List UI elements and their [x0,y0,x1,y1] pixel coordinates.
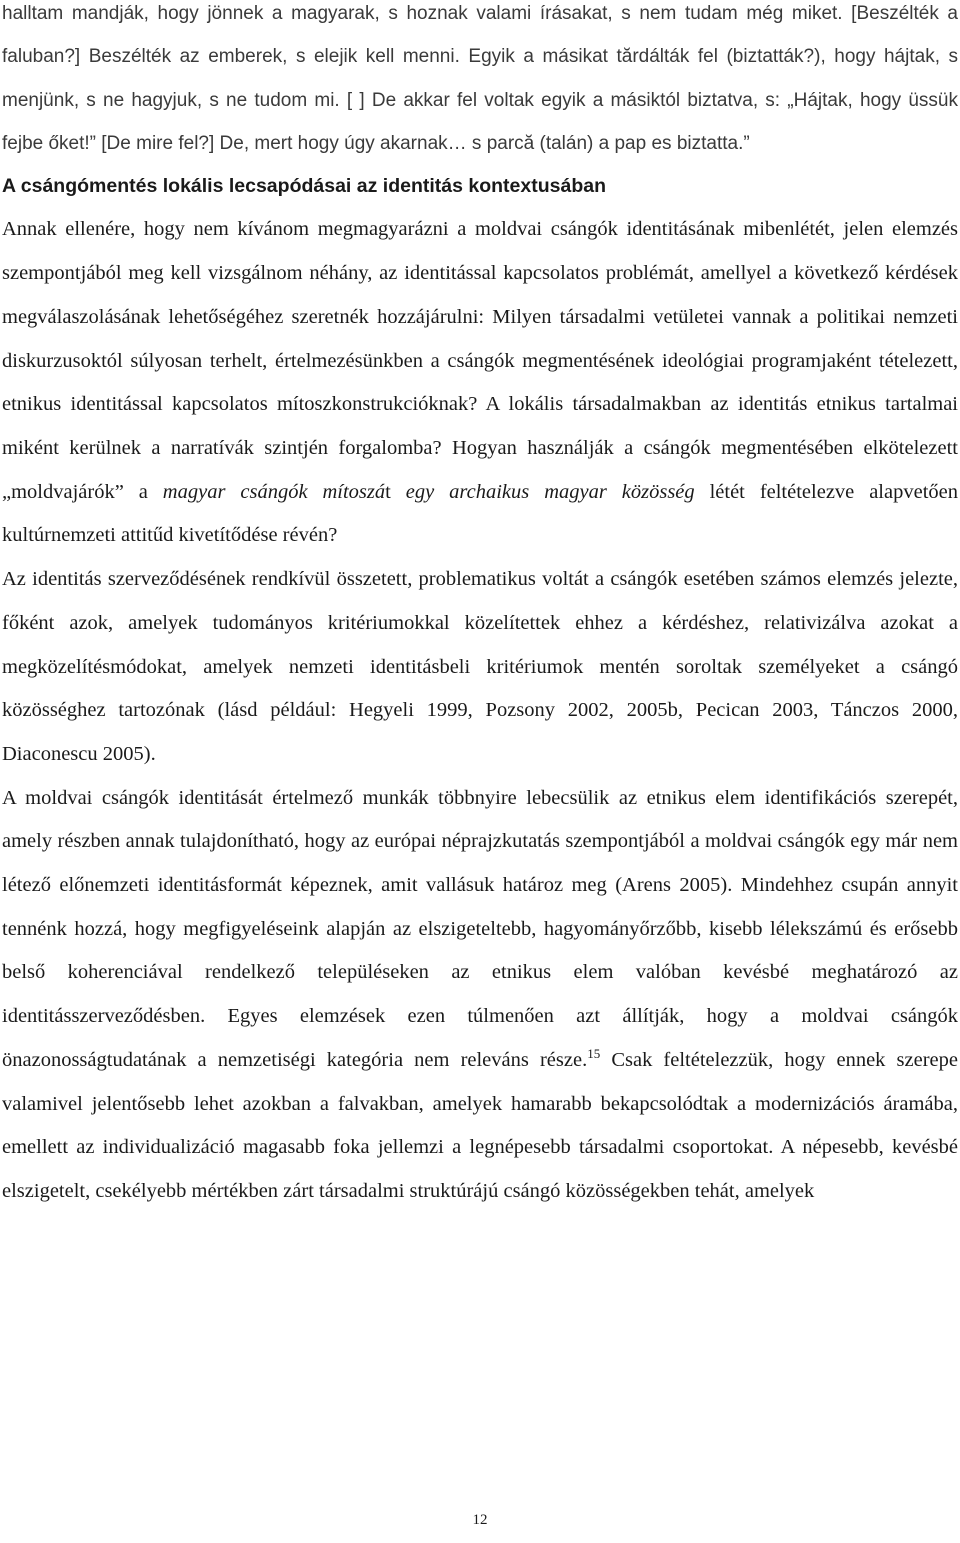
paragraph-text: t [385,480,406,503]
page-number: 12 [472,1512,488,1528]
paragraph-text: létét feltételezve alapvetően kultúrnemzeti attitűd kivetítődése révén? [2,480,958,547]
paragraph-text: Annak ellenére, hogy nem kívánom megmagyarázni a moldvai csángók identitásának mibenlétét, jelen elemzés szempontjából meg kell vizsgálnom néhány, az identitással kapcsolatos problémát, amellyel a következő kérdések megválaszolásának lehetőségéhez szeretnék hozzájárulni: Milyen társadalmi vetületei vannak a politikai nemzeti diskurzusoktól súlyosan terhelt, értelmezésünkben a csángók megmentésének ideológiai programjaként tételezett, etnikus identitással kapcsolatos mítoszkonstrukcióknak? A lokális társadalmakban az identitás etnikus tartalmai miként kerülnek a narratívák szintjén forgalomba? Hogyan használják a csángók megmentésében elkötelezett „moldvajárók” a [2,218,958,503]
paragraph-text: Csak feltételezzük, hogy ennek szerepe valamivel jelentősebb lehet azokban a falvakban, amelyek hamarabb bekapcsolódtak a modernizációs áramába, emellett az individualizáció magasabb foka jellemzi a legnépesebb társadalmi csoportokat. A népesebb, kevésbé elszigetelt, csekélyebb mértékben zárt társadalmi struktúrájú csángó közösségekben tehát, amelyek [2,1048,958,1202]
interview-quote: halltam mandják, hogy jönnek a magyarak, s hoznak valami írásakat, s nem tudam még miket. [Beszélték a faluban?] Beszélték az emberek, s elejik kell menni. Egyik a másikat tărdálták fel (biztatták?), hogy hájtak, s menjünk, s ne hagyjuk, s ne tudom mi. [ ] De akkar fel voltak egyik a másiktól biztatva, s: „Hájtak, hogy üssük fejbe őket!” [De mire fel?] De, mert hogy úgy akarnak… s parcă (talán) a pap es biztatta.” [2,3,958,154]
italic-phrase: egy archaikus magyar közösség [405,480,695,503]
section-heading: A csángómentés lokális lecsapódásai az identitás kontextusában [2,175,606,198]
paragraph-identity-complexity: Az identitás szerveződésének rendkívül összetett, problematikus voltát a csángók esetében számos elemzés jelezte, főként azok, amelyek tudományos kritériumokkal közelítettek ehhez a kérdéshez, relativizálva azokat a megközelítésmódokat, amelyek nemzeti identitásbeli kritériumok mentén soroltak személyeket a csángó közösséghez tartozónak (lásd például: Hegyeli 1999, Pozsony 2002, 2005b, Pecican 2003, Tánczos 2000, Diaconescu 2005). [2,568,958,765]
italic-phrase: magyar csángók mítoszá [162,480,386,503]
paragraph-ethnic-element [2,777,958,1214]
paragraph-text: A moldvai csángók identitását értelmező munkák többnyire lebecsülik az etnikus elem identifikációs szerepét, amely részben annak tulajdonítható, hogy az európai néprajzkutatás szempontjából a moldvai csángók egy már nem létező előnemzeti identitásformát képeznek, amit vallásuk határoz meg (Arens 2005). Mindehhez csupán annyit tennénk hozzá, hogy megfigyeléseink alapján az elszigeteltebb, hagyományőrzőbb, kisebb lélekszámú és erősebb belső koherenciával rendelkező településeken az etnikus elem valóban kevésbé meghatározó az identitásszerveződésben. Egyes elemzések ezen túlmenően azt állítják, hogy a moldvai csángók önazonosságtudatának a nemzetiségi kategória nem releváns része. [2,786,958,1071]
footnote-reference[interactable]: 15 [587,1045,601,1061]
paragraph-research-questions [2,208,958,558]
